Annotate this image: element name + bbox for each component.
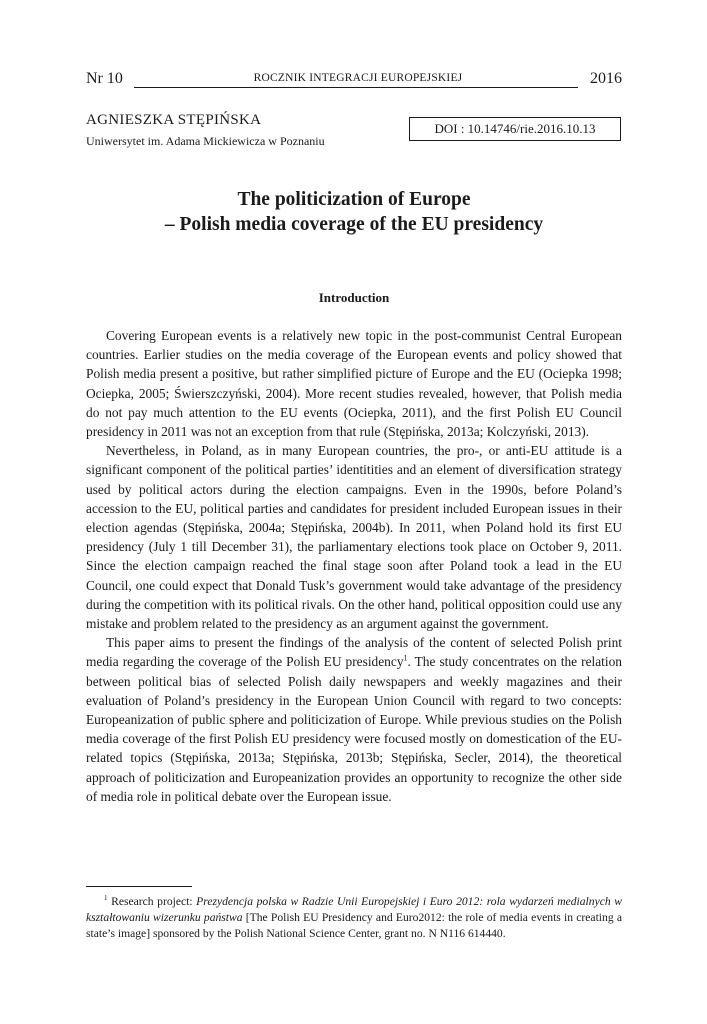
footnote-mark: 1 <box>104 894 108 903</box>
title-line-2: – Polish media coverage of the EU presidency <box>164 214 544 235</box>
issue-number: Nr 10 <box>86 70 123 87</box>
doi-box: DOI : 10.14746/rie.2016.10.13 <box>409 117 621 141</box>
author-affiliation: Uniwersytet im. Adama Mickiewicza w Poznaniu <box>86 134 325 148</box>
author-name: AGNIESZKA STĘPIŃSKA <box>86 112 262 128</box>
paragraph-1: Covering European events is a relatively new topic in the post-communist Central European countries. Earlier studies on the media coverage of the European events and policy showed that Polish media present a positive, but rather simplified picture of Europe and the EU (Ociepka 1998; Ociepka, 2005; Świerszczyński, 2004). More recent studies revealed, however, that Polish media do not pay much attention to the EU events (Ociepka, 2011), and the first Polish EU Council presidency in 2011 was not an exception from that rule (Stępińska, 2013a; Kolczyński, 2013). <box>86 328 622 440</box>
paper-title <box>86 187 622 237</box>
footnote-reference[interactable]: 1 <box>403 653 408 663</box>
paragraph-3-text-a: This paper aims to present the findings of the analysis of the content of selected Polish print media regarding the coverage of the Polish EU presidency <box>86 635 622 670</box>
section-heading: Introduction <box>318 290 390 305</box>
paragraph-3 <box>86 633 622 806</box>
paragraph-3-text-b: . The study concentrates on the relation between political bias of selected Polish daily newspapers and weekly magazines and their evaluation of Poland’s presidency in the European Union Council with regard to two concepts: Europeanization of public sphere and politicization of Europe. While previous studies on the Polish media coverage of the first Polish EU presidency were focused mostly on domestication of the EU-related topics (Stępińska, 2013a; Stępińska, 2013b; Stępińska, Secler, 2014), the theoretical approach of politicization and Europeanization provides an opportunity to recognize the other side of media role in political debate over the European issue. <box>86 654 623 804</box>
title-line-1: The politicization of Europe <box>237 189 471 210</box>
footnote <box>86 894 622 943</box>
footnote-rule <box>86 886 192 887</box>
header-rule <box>134 87 578 88</box>
footnote-lead: Research project: <box>111 895 197 908</box>
footnote-rest: [The Polish EU Presidency and Euro2012: the role of media events in creating a state’s image] sponsored by the Polish National Science Center, grant no. N N116 614440. <box>86 911 622 941</box>
journal-name: ROCZNIK INTEGRACJI EUROPEJSKIEJ <box>253 72 463 84</box>
paragraph-2: Nevertheless, in Poland, as in many European countries, the pro-, or anti-EU attitude is a significant component of the political parties’ identitities and an element of diversification strategy used by political actors during the election campaigns. Even in the 1990s, before Poland’s accession to the EU, political parties and candidates for president included European issues in their election agendas (Stępińska, 2004a; Stępińska, 2004b). In 2011, when Poland hold its first EU presidency (July 1 till December 31), the parliamentary elections took place on October 9, 2011. Since the election campaign reached the final stage soon after Poland took a lead in the EU Council, one could expect that Donald Tusk’s government would take advantage of the presidency during the competition with its political rivals. On the other hand, political opposition could use any mistake and problem related to the presidency as an argument against the government. <box>86 443 622 632</box>
issue-year: 2016 <box>590 70 622 87</box>
footnote-text <box>86 894 622 943</box>
running-header <box>86 70 622 92</box>
body-text <box>86 326 622 806</box>
footnote-project-title: Prezydencja polska w Radzie Unii Europejskiej i Euro 2012: rola wydarzeń medialnych w kształtowaniu wizerunku państwa <box>86 895 622 925</box>
